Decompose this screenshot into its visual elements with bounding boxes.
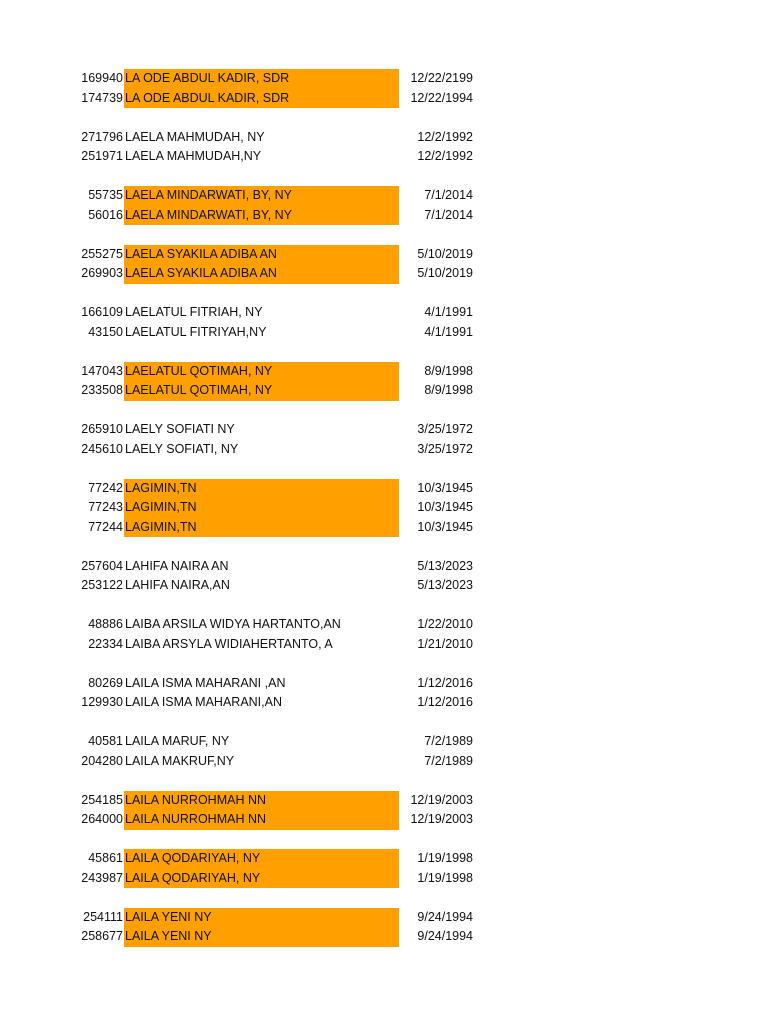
record-id-cell: 56016 — [88, 207, 123, 222]
birth-date-cell: 1/12/2016 — [417, 675, 473, 690]
record-id-cell: 45861 — [88, 851, 123, 865]
record-id-cell: 264000 — [81, 812, 123, 826]
record-id-cell: 48886 — [88, 617, 123, 631]
birth-date-cell: 12/19/2003 — [410, 792, 473, 807]
record-id-cell: 169940 — [81, 71, 123, 85]
birth-date-cell: 5/10/2019 — [417, 246, 473, 261]
patient-name-cell-highlighted: LAELATUL QOTIMAH, NY — [124, 381, 399, 401]
patient-name-cell-highlighted: LAILA YENI NY — [124, 908, 399, 928]
record-id-cell: 255275 — [81, 246, 123, 261]
record-id-cell: 80269 — [88, 675, 123, 690]
record-id-cell: 166109 — [81, 305, 123, 319]
patient-name-cell: LAIBA ARSILA WIDYA HARTANTO,AN — [125, 617, 341, 631]
table-row — [0, 206, 768, 226]
record-id-cell: 129930 — [81, 695, 123, 709]
record-id-cell: 257604 — [81, 558, 123, 573]
birth-date-cell: 10/3/1945 — [417, 500, 473, 514]
record-id-cell: 204280 — [81, 753, 123, 768]
table-row — [0, 635, 768, 655]
table-row — [0, 420, 768, 440]
birth-date-cell: 8/9/1998 — [424, 383, 473, 397]
record-id-cell: 43150 — [88, 324, 123, 339]
patient-name-cell-highlighted: LA ODE ABDUL KADIR, SDR — [124, 69, 399, 89]
table-row — [0, 440, 768, 460]
birth-date-cell: 7/1/2014 — [424, 188, 473, 202]
table-row — [0, 479, 768, 499]
table-row — [0, 927, 768, 947]
birth-date-cell: 7/1/2014 — [424, 207, 473, 222]
patient-name-cell: LAELY SOFIATI NY — [125, 422, 235, 436]
patient-name-cell-highlighted: LAILA QODARIYAH, NY — [124, 849, 399, 869]
record-id-cell: 245610 — [81, 441, 123, 456]
record-id-cell: 258677 — [81, 929, 123, 943]
table-row — [0, 908, 768, 928]
birth-date-cell: 1/21/2010 — [417, 636, 473, 651]
table-row — [0, 186, 768, 206]
patient-name-cell-highlighted: LAELA MINDARWATI, BY, NY — [124, 206, 399, 226]
table-row — [0, 576, 768, 596]
patient-name-cell-highlighted: LAILA NURROHMAH NN — [124, 810, 399, 830]
patient-name-cell: LAILA MARUF, NY — [125, 734, 230, 748]
record-id-cell: 251971 — [81, 149, 123, 163]
record-id-cell: 271796 — [81, 129, 123, 144]
birth-date-cell: 12/2/1992 — [417, 149, 473, 163]
patient-name-cell: LAELATUL FITRIYAH,NY — [125, 324, 267, 339]
birth-date-cell: 5/13/2023 — [417, 558, 473, 573]
record-id-cell: 55735 — [88, 188, 123, 202]
birth-date-cell: 12/2/1992 — [417, 129, 473, 144]
patient-name-cell-highlighted: LAELA SYAKILA ADIBA AN — [124, 264, 399, 284]
patient-name-cell: LAELA MAHMUDAH, NY — [125, 129, 265, 144]
birth-date-cell: 12/22/2199 — [410, 71, 473, 85]
birth-date-cell: 4/1/1991 — [424, 324, 473, 339]
patient-name-cell-highlighted: LAGIMIN,TN — [124, 498, 399, 518]
record-id-cell: 253122 — [81, 578, 123, 592]
patient-name-cell-highlighted: LAILA YENI NY — [124, 927, 399, 947]
record-id-cell: 269903 — [81, 266, 123, 280]
table-row — [0, 557, 768, 577]
patient-name-cell-highlighted: LA ODE ABDUL KADIR, SDR — [124, 89, 399, 109]
birth-date-cell: 5/10/2019 — [417, 266, 473, 280]
record-id-cell: 77244 — [88, 519, 123, 534]
birth-date-cell: 1/12/2016 — [417, 695, 473, 709]
table-row — [0, 869, 768, 889]
patient-name-cell: LAELATUL FITRIAH, NY — [125, 305, 263, 319]
table-row — [0, 128, 768, 148]
birth-date-cell: 7/2/1989 — [424, 734, 473, 748]
birth-date-cell: 3/25/1972 — [417, 422, 473, 436]
patient-name-cell-highlighted: LAGIMIN,TN — [124, 518, 399, 538]
birth-date-cell: 7/2/1989 — [424, 753, 473, 768]
patient-name-cell: LAIBA ARSYLA WIDIAHERTANTO, A — [125, 636, 333, 651]
record-id-cell: 22334 — [88, 636, 123, 651]
birth-date-cell: 8/9/1998 — [424, 363, 473, 378]
patient-name-cell-highlighted: LAGIMIN,TN — [124, 479, 399, 499]
table-row — [0, 791, 768, 811]
record-id-cell: 265910 — [81, 422, 123, 436]
patient-name-cell: LAILA ISMA MAHARANI,AN — [125, 695, 282, 709]
record-id-cell: 243987 — [81, 870, 123, 885]
patient-name-cell-highlighted: LAILA QODARIYAH, NY — [124, 869, 399, 889]
patient-name-cell-highlighted: LAELA MINDARWATI, BY, NY — [124, 186, 399, 206]
table-row — [0, 381, 768, 401]
patient-name-cell: LAELY SOFIATI, NY — [125, 441, 239, 456]
record-id-cell: 254185 — [81, 792, 123, 807]
table-row — [0, 498, 768, 518]
record-id-cell: 77243 — [88, 500, 123, 514]
table-row — [0, 693, 768, 713]
table-row — [0, 69, 768, 89]
record-id-cell: 233508 — [81, 383, 123, 397]
patient-name-cell-highlighted: LAELATUL QOTIMAH, NY — [124, 362, 399, 382]
table-row — [0, 849, 768, 869]
birth-date-cell: 9/24/1994 — [417, 929, 473, 943]
patient-name-cell: LAILA MAKRUF,NY — [125, 753, 235, 768]
table-row — [0, 518, 768, 538]
birth-date-cell: 4/1/1991 — [424, 305, 473, 319]
record-id-cell: 147043 — [81, 363, 123, 378]
patient-name-cell-highlighted: LAELA SYAKILA ADIBA AN — [124, 245, 399, 265]
birth-date-cell: 12/22/1994 — [410, 90, 473, 105]
birth-date-cell: 10/3/1945 — [417, 519, 473, 534]
patient-name-cell: LAHIFA NAIRA AN — [125, 558, 229, 573]
table-row — [0, 615, 768, 635]
birth-date-cell: 10/3/1945 — [417, 480, 473, 495]
table-row — [0, 323, 768, 343]
birth-date-cell: 1/22/2010 — [417, 617, 473, 631]
table-row — [0, 147, 768, 167]
table-row — [0, 732, 768, 752]
table-row — [0, 362, 768, 382]
birth-date-cell: 1/19/1998 — [417, 870, 473, 885]
table-row — [0, 264, 768, 284]
patient-name-cell: LAHIFA NAIRA,AN — [125, 578, 230, 592]
birth-date-cell: 12/19/2003 — [410, 812, 473, 826]
patient-name-cell-highlighted: LAILA NURROHMAH NN — [124, 791, 399, 811]
table-row — [0, 89, 768, 109]
table-row — [0, 752, 768, 772]
birth-date-cell: 3/25/1972 — [417, 441, 473, 456]
birth-date-cell: 5/13/2023 — [417, 578, 473, 592]
record-id-cell: 254111 — [83, 909, 123, 924]
birth-date-cell: 9/24/1994 — [417, 909, 473, 924]
patient-name-cell: LAELA MAHMUDAH,NY — [125, 149, 262, 163]
table-row — [0, 674, 768, 694]
record-id-cell: 40581 — [88, 734, 123, 748]
patient-name-cell: LAILA ISMA MAHARANI ,AN — [125, 675, 286, 690]
birth-date-cell: 1/19/1998 — [417, 851, 473, 865]
table-row — [0, 245, 768, 265]
record-id-cell: 77242 — [88, 480, 123, 495]
table-row — [0, 303, 768, 323]
record-id-cell: 174739 — [81, 90, 123, 105]
table-row — [0, 810, 768, 830]
